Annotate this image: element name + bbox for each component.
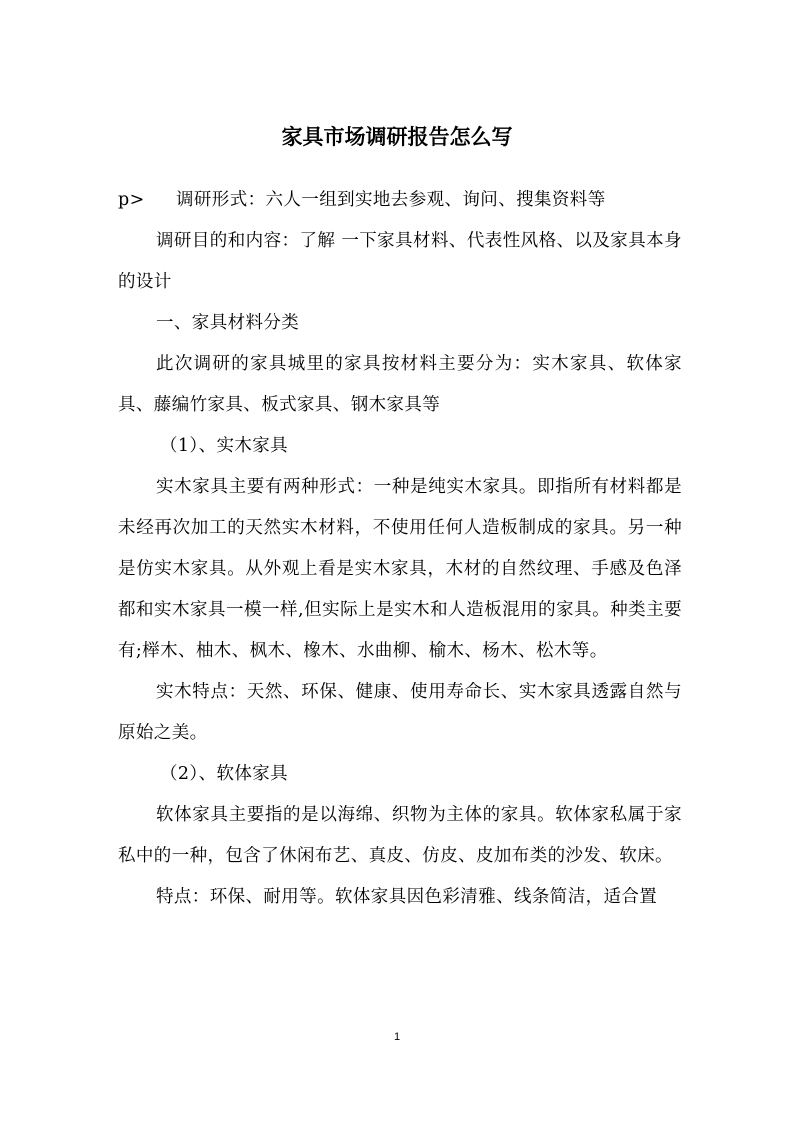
subheading-upholstered: （2）、软体家具 <box>160 764 289 784</box>
subheading-solid-wood: （1）、实木家具 <box>160 436 289 456</box>
paragraph-prefix: p> <box>118 190 145 210</box>
section-heading-material-classification: 一、家具材料分类 <box>156 313 300 333</box>
page-number: 1 <box>393 1031 401 1043</box>
paragraph-solid-wood-features: 实木特点：天然、环保、健康、使用寿命长、实木家具透露自然与原始之美。 <box>118 682 682 743</box>
paragraph-survey-purpose: 调研目的和内容：了解 一下家具材料、代表性风格、以及家具本身的设计 <box>118 231 682 292</box>
paragraph-survey-form <box>118 180 682 221</box>
document-body <box>118 180 682 918</box>
paragraph-upholstered: 软体家具主要指的是以海绵、织物为主体的家具。软体家私属于家私中的一种，包含了休闲布艺、真皮、仿皮、皮加布类的沙发、软床。 <box>118 805 682 866</box>
document-title: 家具市场调研报告怎么写 <box>281 125 513 149</box>
paragraph-material-overview: 此次调研的家具城里的家具按材料主要分为：实木家具、软体家具、藤编竹家具、板式家具、钢木家具等 <box>118 354 682 415</box>
paragraph-upholstered-features: 特点：环保、耐用等。软体家具因色彩清雅、线条简洁，适合置 <box>156 887 658 907</box>
paragraph-text: 调研形式：六人一组到实地去参观、询问、搜集资料等 <box>176 190 606 210</box>
paragraph-solid-wood: 实木家具主要有两种形式：一种是纯实木家具。即指所有材料都是未经再次加工的天然实木材料，不使用任何人造板制成的家具。另一种是仿实木家具。从外观上看是实木家具，木材的自然纹理、手感及色泽都和实木家具一模一样,但实际上是实木和人造板混用的家具。种类主要有;榉木、柚木、枫木、橡木、水曲柳、榆木、杨木、松木等。 <box>118 477 682 661</box>
